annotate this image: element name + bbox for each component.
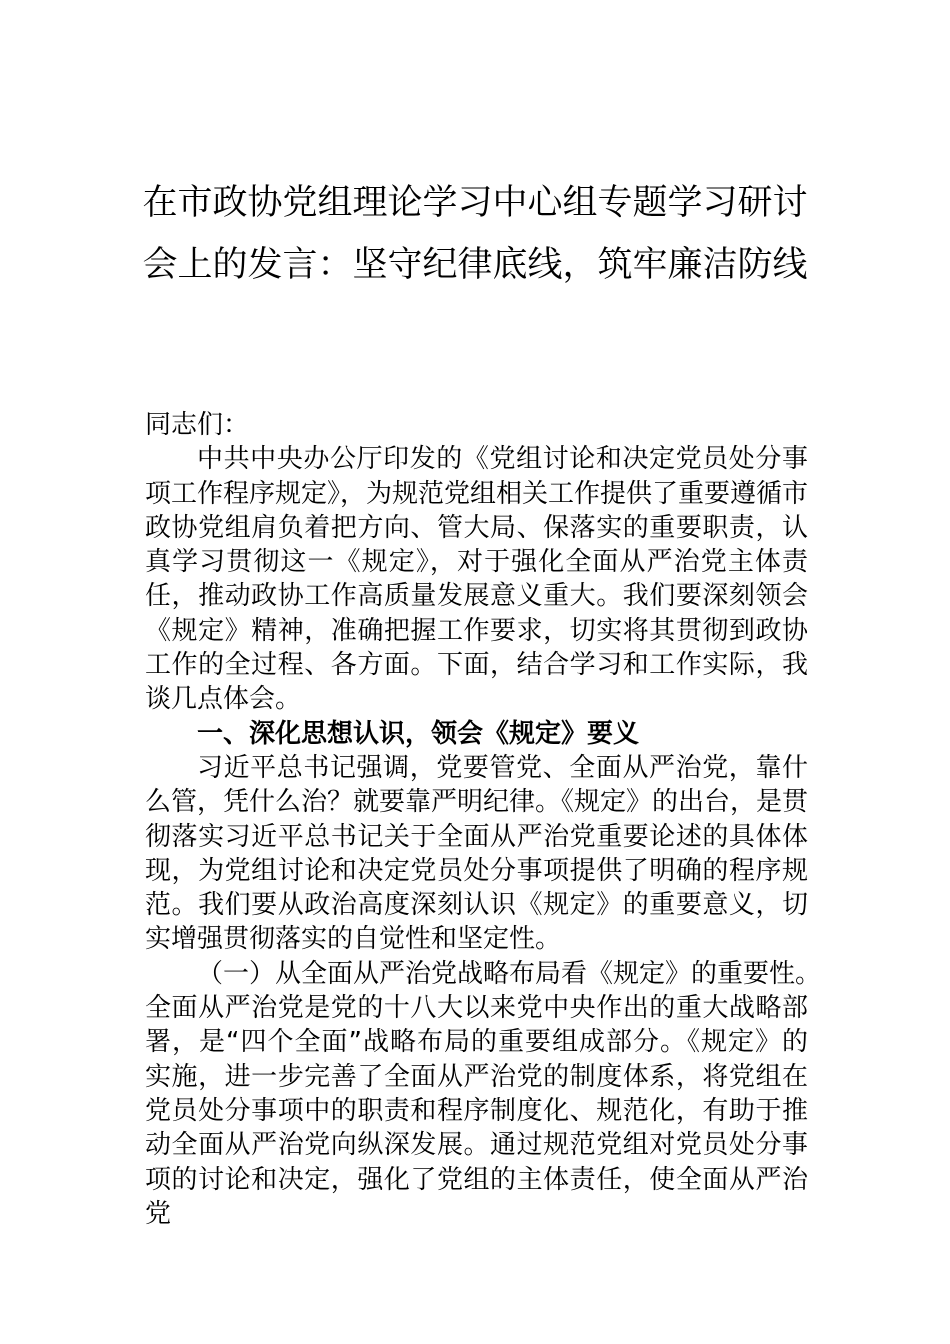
intro-paragraph: 中共中央办公厅印发的《党组讨论和决定党员处分事项工作程序规定》，为规范党组相关工作提供了重要遵循市政协党组肩负着把方向、管大局、保落实的重要职责，认真学习贯彻这一《规定》，对于强化全面从严治党主体责任，推动政协工作高质量发展意义重大。我们要深刻领会《规定》精神，准确把握工作要求，切实将其贯彻到政协工作的全过程、各方面。下面，结合学习和工作实际，我谈几点体会。 [145,444,809,715]
section-1-paragraph: 习近平总书记强调，党要管党、全面从严治党，靠什么管，凭什么治？就要靠严明纪律。《规定》的出台，是贯彻落实习近平总书记关于全面从严治党重要论述的具体体现，为党组讨论和决定党员处分事项提供了明确的程序规范。我们要从政治高度深刻认识《规定》的重要意义，切实增强贯彻落实的自觉性和坚定性。 [145,752,809,955]
subsection-heading-1: （一）从全面从严治党战略布局看《规定》的重要性。 [197,958,822,989]
document-body [145,408,822,1231]
document-title: 在市政协党组理论学习中心组专题学习研讨会上的发言：坚守纪律底线，筑牢廉洁防线 [142,183,808,285]
salutation: 同志们： [145,410,250,440]
subsection-1-paragraph: 全面从严治党是党的十八大以来党中央作出的重大战略部署，是“四个全面”战略布局的重要组成部分。《规定》的实施，进一步完善了全面从严治党的制度体系，将党组在党员处分事项中的职责和程序制度化、规范化，有助于推动全面从严治党向纵深发展。通过规范党组对党员处分事项的讨论和决定，强化了党组的主体责任，使全面从严治党 [145,993,808,1229]
section-heading-1: 一、深化思想认识，领会《规定》要义 [197,718,640,749]
